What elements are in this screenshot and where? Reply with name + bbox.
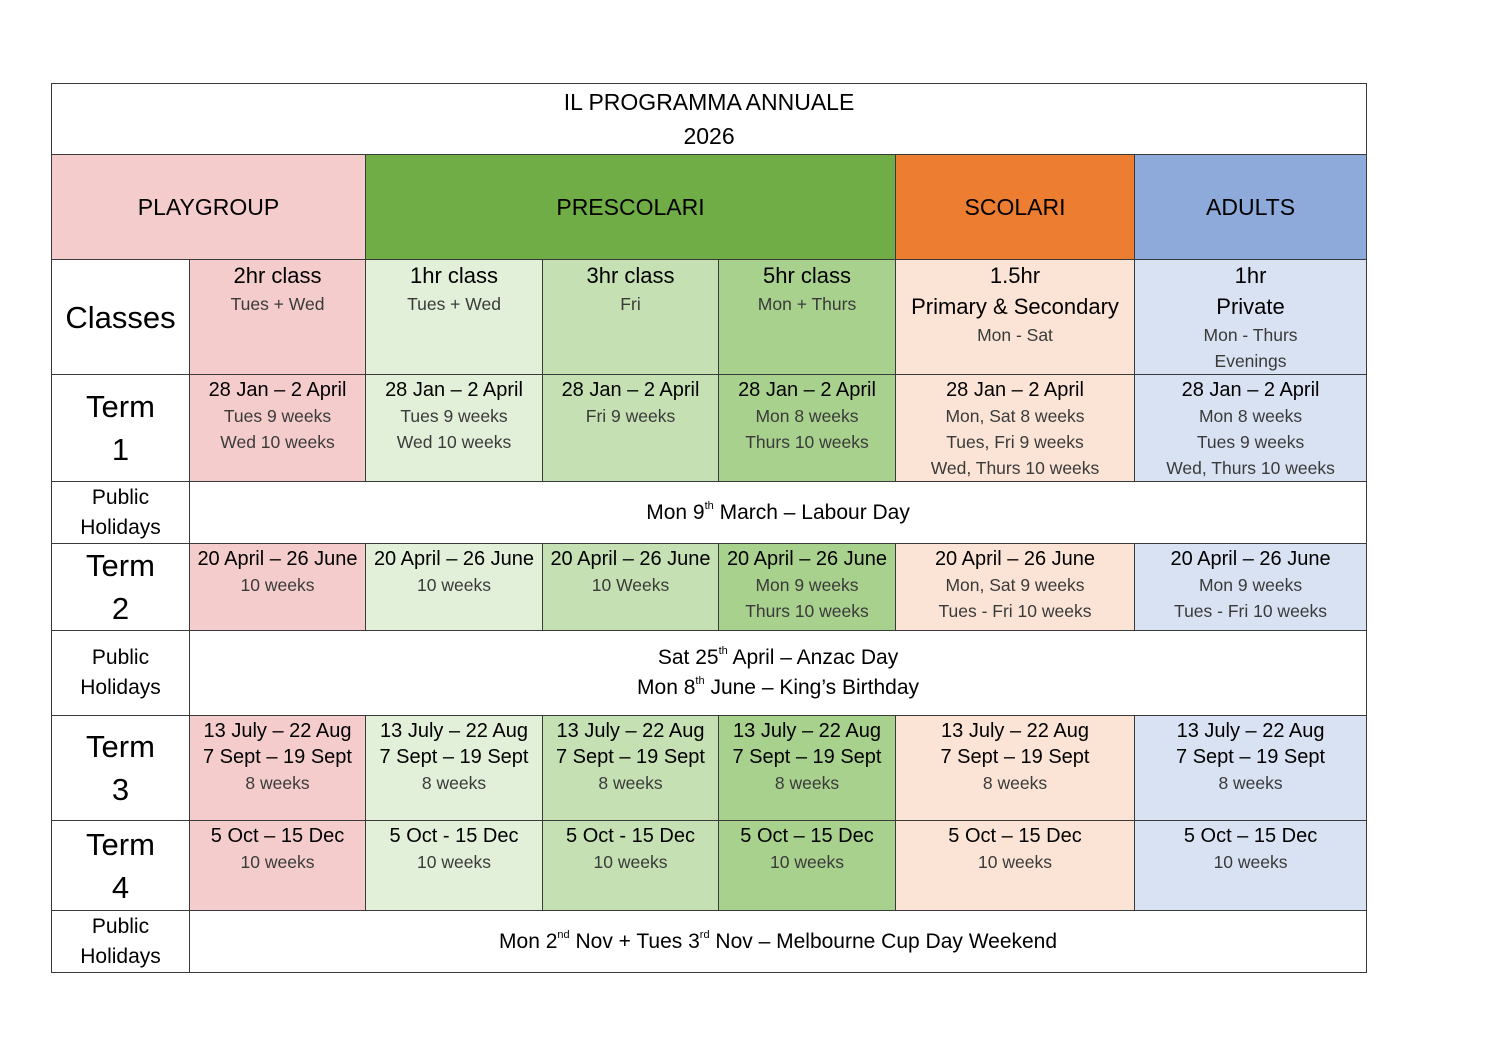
term-dates: 5 Oct – 15 Dec (210, 825, 345, 847)
term1-scolari (896, 375, 1135, 482)
term-weeks: 10 weeks (240, 852, 315, 872)
holiday-anzac-day (190, 643, 1366, 673)
ordinal-suffix: nd (557, 928, 570, 941)
class-scolari (896, 260, 1135, 375)
ordinal-suffix: th (704, 499, 714, 512)
public-holidays-row-2 (52, 631, 1367, 716)
term3-prescolari-1hr (366, 716, 543, 821)
term-weeks: Tues 9 weeks (1196, 432, 1305, 452)
term-dates: 20 April – 26 June (373, 548, 535, 570)
annual-program-table (51, 83, 1367, 973)
holiday-text: Mon 2 (499, 929, 558, 953)
header-adults: ADULTS (1135, 155, 1367, 260)
ordinal-suffix: th (718, 645, 728, 657)
term-dates: 5 Oct – 15 Dec (740, 825, 874, 847)
label-line: Public (91, 485, 150, 509)
term-weeks: Mon, Sat 8 weeks (945, 406, 1085, 426)
public-holidays-row-3 (52, 911, 1367, 973)
term-weeks: Mon, Sat 9 weeks (945, 575, 1085, 595)
title-year: 2026 (683, 123, 735, 149)
term-dates: 28 Jan – 2 April (208, 379, 347, 401)
term-dates: 5 Oct - 15 Dec (389, 825, 519, 847)
term4-row (52, 821, 1367, 911)
term-weeks: 10 weeks (417, 852, 491, 872)
term-number: 3 (111, 772, 130, 807)
holiday-text: Nov – Melbourne Cup Day Weekend (709, 929, 1058, 953)
holiday-text: Sat 25 (657, 646, 719, 669)
label-line: Public (91, 646, 150, 669)
class-playgroup (190, 260, 366, 375)
holiday-text: April – Anzac Day (727, 646, 899, 669)
term3-row (52, 716, 1367, 821)
term-weeks: Mon 8 weeks (755, 406, 859, 426)
term-weeks: 10 weeks (1213, 852, 1288, 872)
class-title: 3hr class (586, 263, 675, 288)
term-dates: 13 July – 22 Aug (1176, 720, 1325, 742)
term-dates: 28 Jan – 2 April (738, 379, 876, 401)
term-dates: 7 Sept – 19 Sept (732, 746, 882, 768)
ordinal-suffix: rd (699, 928, 710, 941)
term-dates: 13 July – 22 Aug (941, 720, 1089, 742)
class-subtitle: Private (1216, 294, 1285, 319)
term-weeks: Tues, Fri 9 weeks (946, 432, 1084, 452)
term-dates: 7 Sept – 19 Sept (555, 746, 705, 768)
term-weeks: Thurs 10 weeks (745, 601, 869, 621)
term-word: Term (86, 389, 155, 424)
classes-label: Classes (52, 260, 190, 375)
public-holidays-row-1 (52, 482, 1367, 544)
class-days: Tues + Wed (407, 294, 501, 314)
label-line: Public (91, 914, 150, 938)
term2-row (52, 544, 1367, 631)
term-dates: 13 July – 22 Aug (203, 720, 352, 742)
term-weeks: Wed, Thurs 10 weeks (930, 458, 1100, 478)
term4-prescolari-5hr (719, 821, 896, 911)
holiday-text: June – King’s Birthday (704, 676, 920, 699)
class-title: 1hr class (409, 263, 499, 288)
term2-prescolari-1hr (366, 544, 543, 631)
term-weeks: 10 weeks (593, 852, 668, 872)
term2-scolari (896, 544, 1135, 631)
holiday-text: Mon 8 (637, 676, 696, 699)
term-dates: 7 Sept – 19 Sept (940, 746, 1090, 768)
term3-prescolari-5hr (719, 716, 896, 821)
term-weeks: Tues 9 weeks (400, 406, 508, 426)
title-row (52, 84, 1367, 155)
term-weeks: 10 weeks (240, 575, 315, 595)
class-days: Mon - Sat (977, 325, 1053, 345)
term-dates: 5 Oct - 15 Dec (566, 825, 695, 847)
term-number: 2 (111, 591, 130, 626)
term1-adults (1135, 375, 1367, 482)
term-weeks: 10 Weeks (591, 575, 670, 595)
term4-playgroup (190, 821, 366, 911)
class-title: 2hr class (233, 263, 322, 288)
class-title: 5hr class (762, 263, 852, 288)
term4-adults (1135, 821, 1367, 911)
term-dates: 28 Jan – 2 April (1181, 379, 1320, 401)
term-weeks: 8 weeks (598, 773, 663, 793)
group-header-row (52, 155, 1367, 260)
header-scolari: SCOLARI (896, 155, 1135, 260)
ordinal-suffix: th (695, 675, 705, 687)
term-weeks: 8 weeks (421, 773, 487, 793)
term4-prescolari-1hr (366, 821, 543, 911)
term-dates: 20 April – 26 June (726, 548, 888, 570)
term-dates: 7 Sept – 19 Sept (379, 746, 529, 768)
holiday-kings-birthday (190, 673, 1366, 703)
class-days: Mon - Thurs (1203, 325, 1298, 345)
class-days: Fri (620, 294, 641, 314)
term-dates: 20 April – 26 June (934, 548, 1096, 570)
term-weeks: Wed 10 weeks (396, 432, 512, 452)
term-word: Term (86, 548, 155, 583)
term-dates: 7 Sept – 19 Sept (202, 746, 352, 768)
holiday-melbourne-cup (190, 911, 1367, 973)
term2-prescolari-5hr (719, 544, 896, 631)
class-days: Tues + Wed (230, 294, 325, 314)
term-dates: 5 Oct – 15 Dec (1183, 825, 1318, 847)
term1-label (52, 375, 190, 482)
class-title: 1.5hr (989, 263, 1041, 288)
class-prescolari-3hr (543, 260, 719, 375)
term-weeks: Fri 9 weeks (585, 406, 676, 426)
term1-prescolari-1hr (366, 375, 543, 482)
term3-label (52, 716, 190, 821)
term-number: 1 (111, 432, 130, 467)
term-dates: 28 Jan – 2 April (385, 379, 523, 401)
term1-prescolari-5hr (719, 375, 896, 482)
public-holidays-label (52, 631, 190, 716)
term-dates: 13 July – 22 Aug (733, 720, 881, 742)
class-prescolari-1hr (366, 260, 543, 375)
term-word: Term (86, 729, 155, 764)
term-dates: 20 April – 26 June (550, 548, 711, 570)
term-dates: 7 Sept – 19 Sept (1176, 746, 1326, 768)
term-dates: 20 April – 26 June (1170, 548, 1331, 570)
label-line: Holidays (80, 515, 161, 539)
term-weeks: 8 weeks (982, 773, 1048, 793)
holiday-anzac-kings-birthday (190, 631, 1367, 716)
holiday-labour-day (190, 482, 1367, 544)
term-number: 4 (111, 869, 130, 905)
term-weeks: 8 weeks (774, 773, 840, 793)
holiday-text: March – Labour Day (713, 500, 910, 524)
term-weeks: 10 weeks (417, 575, 491, 595)
term-weeks: 10 weeks (770, 852, 844, 872)
term3-prescolari-3hr (543, 716, 719, 821)
class-adults (1135, 260, 1367, 375)
term-dates: 20 April – 26 June (197, 548, 358, 570)
header-playgroup: PLAYGROUP (52, 155, 366, 260)
term-weeks: Mon 9 weeks (1198, 575, 1303, 595)
class-subtitle: Primary & Secondary (911, 294, 1119, 319)
title-line-1: IL PROGRAMMA ANNUALE (563, 89, 855, 115)
term-dates: 28 Jan – 2 April (561, 379, 700, 401)
class-days: Mon + Thurs (757, 294, 857, 314)
label-line: Holidays (80, 676, 161, 699)
term-weeks: 8 weeks (245, 773, 310, 793)
class-title: 1hr (1234, 263, 1267, 288)
term1-prescolari-3hr (543, 375, 719, 482)
term-weeks: Thurs 10 weeks (745, 432, 869, 452)
term2-playgroup (190, 544, 366, 631)
term-dates: 13 July – 22 Aug (556, 720, 705, 742)
term-weeks: Wed 10 weeks (220, 432, 335, 452)
classes-row (52, 260, 1367, 375)
term-weeks: 8 weeks (1218, 773, 1283, 793)
class-time: Evenings (1214, 351, 1287, 371)
term-dates: 5 Oct – 15 Dec (948, 825, 1082, 847)
term-weeks: Tues - Fri 10 weeks (1174, 601, 1328, 621)
term-dates: 13 July – 22 Aug (380, 720, 528, 742)
term-weeks: 10 weeks (978, 852, 1052, 872)
term2-label (52, 544, 190, 631)
term-weeks: Mon 9 weeks (755, 575, 859, 595)
term3-playgroup (190, 716, 366, 821)
term4-prescolari-3hr (543, 821, 719, 911)
term-weeks: Tues - Fri 10 weeks (938, 601, 1092, 621)
term3-scolari (896, 716, 1135, 821)
term1-playgroup (190, 375, 366, 482)
term3-adults (1135, 716, 1367, 821)
term-weeks: Wed, Thurs 10 weeks (1166, 458, 1335, 478)
page-title (52, 84, 1367, 155)
header-prescolari: PRESCOLARI (366, 155, 896, 260)
term1-row (52, 375, 1367, 482)
term-dates: 28 Jan – 2 April (946, 379, 1084, 401)
holiday-text: Nov + Tues 3 (569, 929, 700, 953)
term-word: Term (86, 826, 155, 862)
public-holidays-label (52, 482, 190, 544)
term-weeks: Mon 8 weeks (1198, 406, 1303, 426)
class-prescolari-5hr (719, 260, 896, 375)
label-line: Holidays (80, 944, 161, 968)
holiday-text: Mon 9 (646, 500, 705, 524)
term4-label (52, 821, 190, 911)
term2-prescolari-3hr (543, 544, 719, 631)
term2-adults (1135, 544, 1367, 631)
term-weeks: Tues 9 weeks (223, 406, 332, 426)
public-holidays-label (52, 911, 190, 973)
term4-scolari (896, 821, 1135, 911)
